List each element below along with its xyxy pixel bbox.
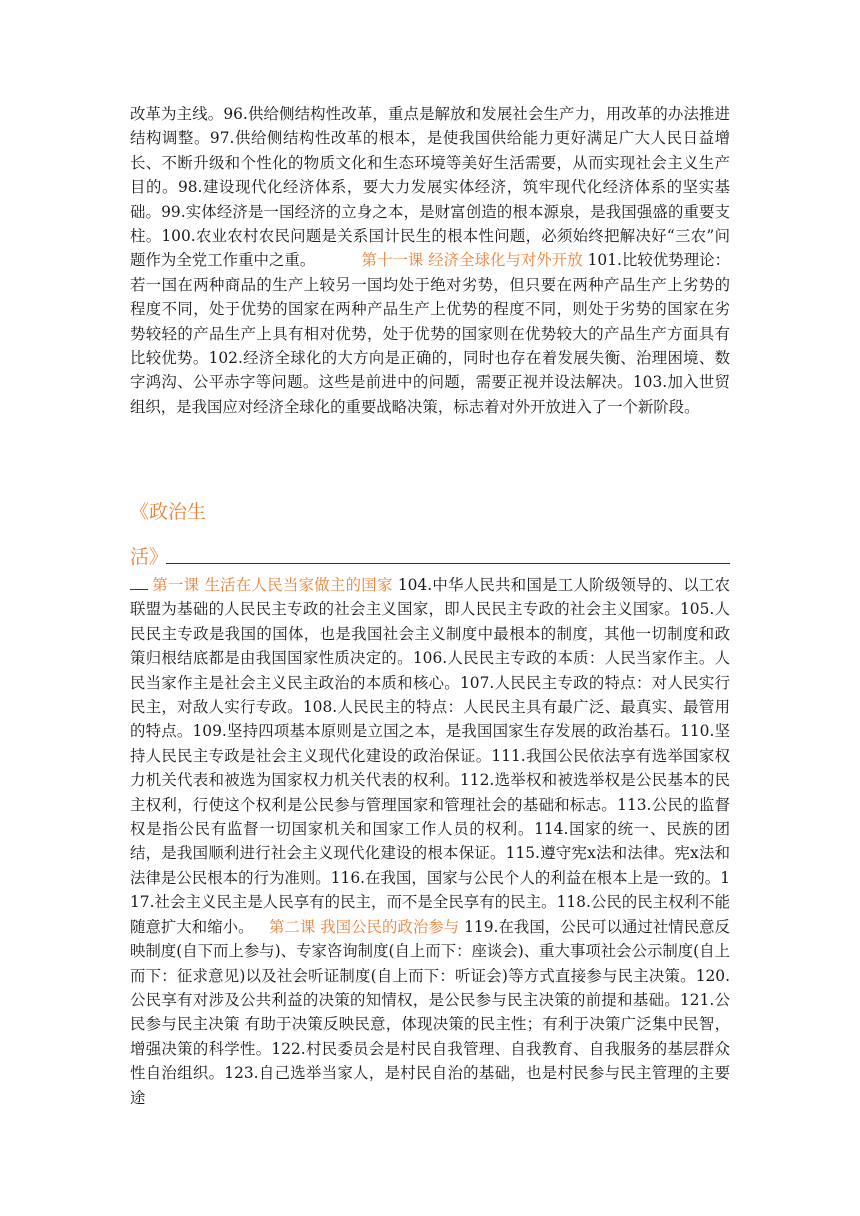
politics-paragraph-part1: 104.中华人民共和国是工人阶级领导的、以工农联盟为基础的人民民主专政的社会主义国家，即人民民主专政的社会主义国家。105.人民民主专政是我国的国体，也是我国社会主义制度中最根本的制度，其他一切制度和政策归根结底都是由我国国家性质决定的。106.人民民主专政的本质：人民当家作主。人民当家作主是社会主义民主政治的本质和核心。107.人民民主专政的特点：对人民实行民主，对敌人实行专政。108.人民民主的特点：人民民主具有最广泛、最真实、最管用的特点。109.坚持四项基本原则是立国之本，是我国国家生存发展的政治基石。110.坚持人民民主专政是社会主义现代化建设的政治保证。111.我国公民依法享有选举国家权力机关代表和被选为国家权力机关代表的权利。112.选举权和被选举权是公民基本的民主权利，行使这个权利是公民参与管理国家和管理社会的基础和标志。113.公民的监督权是指公民有监督一切国家机关和国家工作人员的权利。114.国家的统一、民族的团结，是我国顺利进行社会主义现代化建设的根本保证。115.遵守宪x法和法律。宪x法和法律是公民根本的行为准则。116.在我国，国家与公民个人的利益在根本上是一致的。117.社会主义民主是人民享有的民主，而不是全民享有的民主。118.公民的民主权利不能随意扩大和缩小。 xyxy=(130,576,730,936)
economics-text-block xyxy=(130,102,730,419)
politics-heading-line1: 《政治生 xyxy=(130,501,207,523)
economics-paragraph-part2: 101.比较优势理论：若一国在两种商品的生产上较另一国均处于绝对劣势，但只要在两种产品生产上劣势的程度不同，处于优势的国家在两种产品生产上优势的程度不同，则处于劣势的国家在劣势较轻的产品生产上具有相对优势，处于优势的国家则在优势较大的产品生产方面具有比较优势。102.经济全球化的大方向是正确的，同时也存在着发展失衡、治理困境、数字鸿沟、公平赤字等问题。这些是前进中的问题，需要正视并设法解决。103.加入世贸组织，是我国应对经济全球化的重要战略决策，标志着对外开放进入了一个新阶段。 xyxy=(130,251,730,416)
underline-stub xyxy=(130,575,148,590)
lesson-2-title: 第二课 我国公民的政治参与 xyxy=(268,917,460,936)
politics-heading-line2: 活》 xyxy=(130,546,169,568)
lesson-1-title: 第一课 生活在人民当家做主的国家 xyxy=(152,576,393,594)
lesson-11-title: 第十一课 经济全球化与对外开放 xyxy=(361,251,583,270)
politics-paragraph-part2: 119.在我国，公民可以通过社情民意反映制度(自下而上参与)、专家咨询制度(自上而下：座谈会)、重大事项社会公示制度(自上而下：征求意见)以及社会听证制度(自上而下：听证会)等方式直接参与民主决策。120.公民享有对涉及公共利益的决策的知情权，是公民参与民主决策的前提和基础。121.公民参与民主决策 有助于决策反映民意，体现决策的民主性；有利于决策广泛集中民智，增强决策的科学性。122.村民委员会是村民自我管理、自我教育、自我服务的基层群众性自治组织。123.自己选举当家人，是村民自治的基础，也是村民参与民主管理的主要途 xyxy=(130,917,730,1107)
economics-paragraph-part1: 改革为主线。96.供给侧结构性改革，重点是解放和发展社会生产力，用改革的办法推进结构调整。97.供给侧结构性改革的根本，是使我国供给能力更好满足广大人民日益增长、不断升级和个性化的物质文化和生态环境等美好生活需要，从而实现社会主义生产目的。98.建设现代化经济体系，要大力发展实体经济，筑牢现代化经济体系的坚实基础。99.实体经济是一国经济的立身之本，是财富创造的根本源泉，是我国强盛的重要支柱。100.农业农村农民问题是关系国计民生的根本性问题，必须始终把解决好“三农”问题作为全党工作重中之重。 xyxy=(130,105,730,270)
politics-text-block xyxy=(130,573,730,1110)
heading-underline xyxy=(166,563,730,564)
